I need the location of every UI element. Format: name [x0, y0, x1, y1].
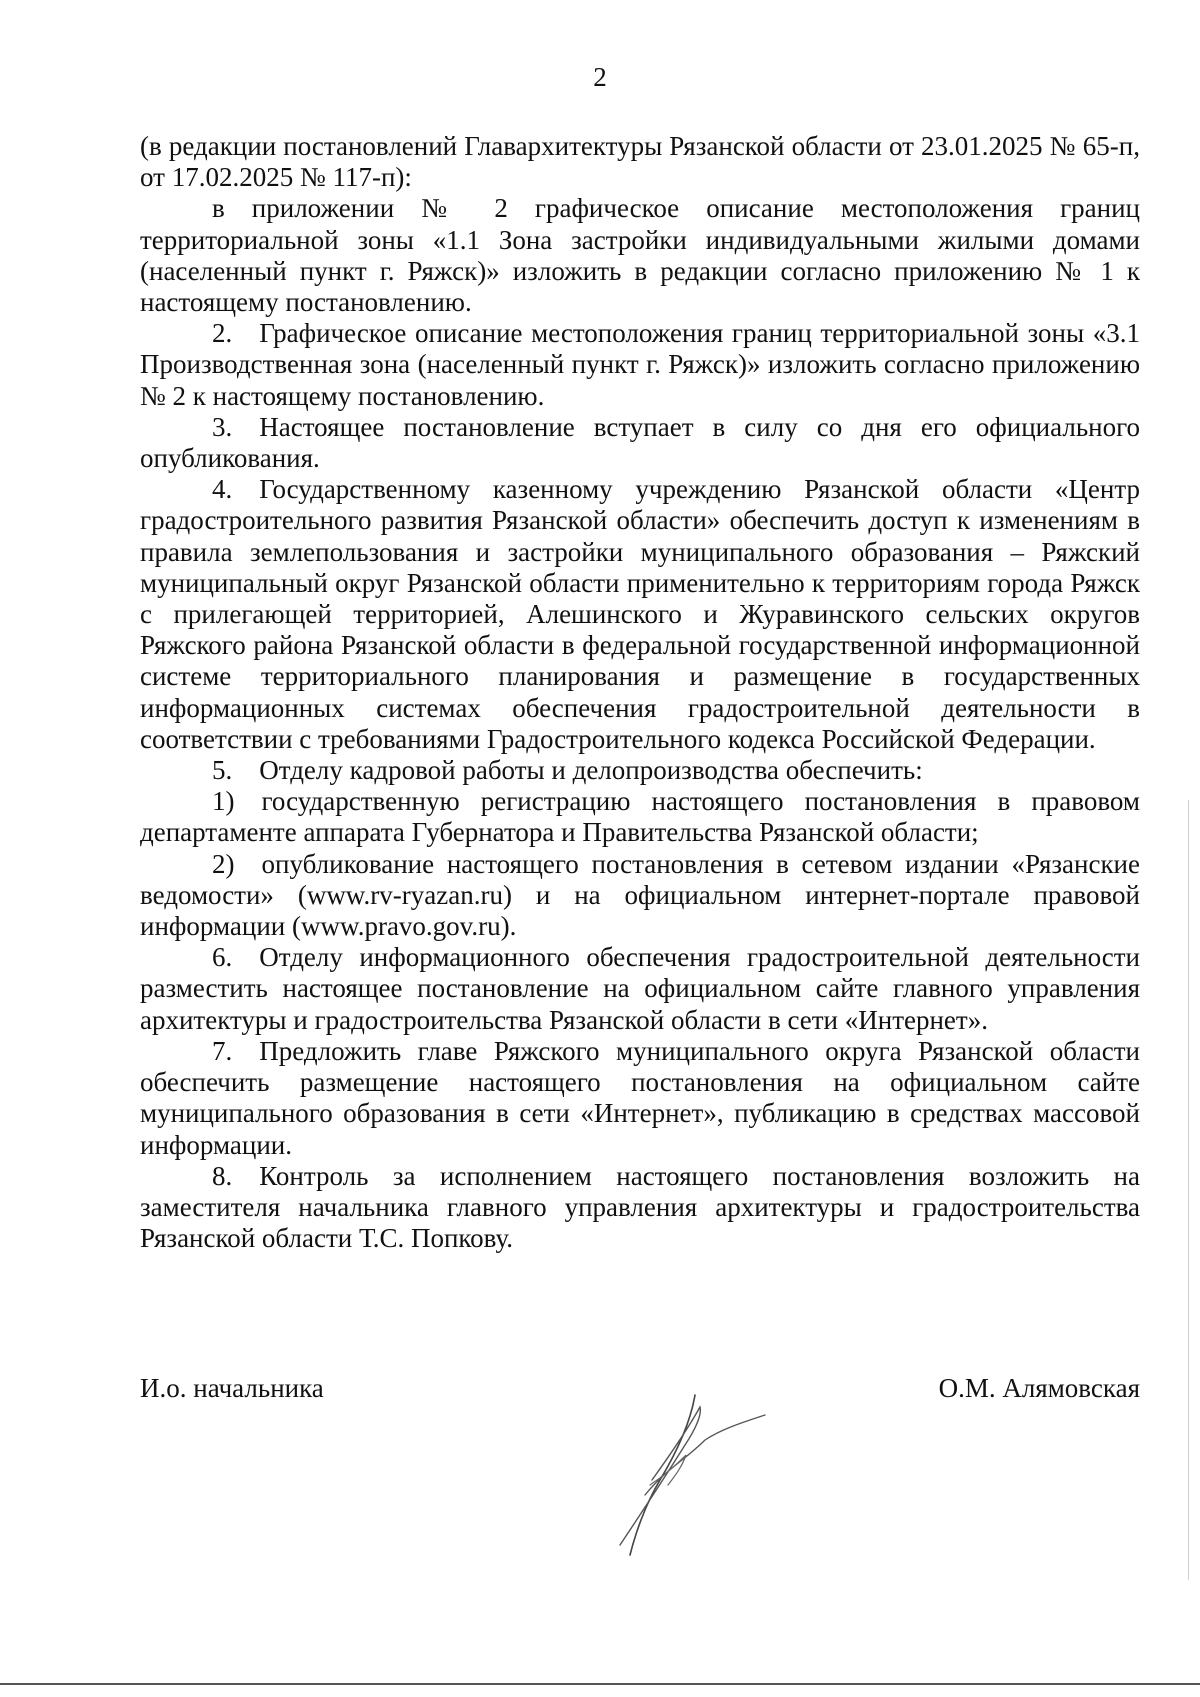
paragraph-item-4: 4. Государственному казенному учреждению Рязанской области «Центр градостроительного развития Рязанской области» обеспечить доступ к изменениям в правила землепользования и застройки муниципального образования – Ряжский муниципальный округ Рязанской области применительно к территориям города Ряжск с прилегающей территорией, Алешинского и Журавинского сельских округов Ряжского района Рязанской области в федеральной государственной информационной системе территориального планирования и размещение в государственных информационных системах обеспечения градостроительной деятельности в соответствии с требованиями Градостроительного кодекса Российской Федерации. — [140, 474, 1140, 754]
page-number: 2 — [593, 62, 607, 92]
paragraph-item-5: 5. Отделу кадровой работы и делопроизводства обеспечить: — [212, 755, 923, 786]
paragraph-item-5-2: 2) опубликование настоящего постановления в сетевом издании «Рязанские ведомости» (www.rv-ryazan.ru) и на официальном интернет-портале правовой информации (www.pravo.gov.ru). — [140, 848, 1140, 942]
signatory-position: И.о. начальника — [140, 1373, 324, 1403]
handwritten-signature — [590, 1385, 780, 1575]
document-body — [140, 131, 1140, 1254]
paragraph-item-3: 3. Настоящее постановление вступает в силу со дня его официального опубликования. — [140, 411, 1140, 474]
paragraph-item-8: 8. Контроль за исполнением настоящего постановления возложить на заместителя начальника главного управления архитектуры и градостроительства Рязанской области Т.С. Попкову. — [140, 1160, 1140, 1254]
signatory-name: О.М. Алямовская — [938, 1373, 1140, 1403]
paragraph-intro: (в редакции постановлений Главархитектуры Рязанской области от 23.01.2025 № 65-п, от 17.02.2025 № 117-п): — [140, 131, 1140, 193]
paragraph-item-2: 2. Графическое описание местоположения границ территориальной зоны «3.1 Производственная зона (населенный пункт г. Ряжск)» изложить согласно приложению № 2 к настоящему постановлению. — [140, 318, 1140, 411]
paragraph-appendix-2: в приложении № 2 графическое описание местоположения границ территориальной зоны «1.1 Зона застройки индивидуальными жилыми домами (населенный пункт г. Ряжск)» изложить в редакции согласно приложению № 1 к настоящему постановлению. — [140, 193, 1140, 318]
scan-bottom-border — [0, 1683, 1200, 1685]
paragraph-item-6: 6. Отделу информационного обеспечения градостроительной деятельности разместить настоящее постановление на официальном сайте главного управления архитектуры и градостроительства Рязанской области в сети «Интернет». — [140, 942, 1140, 1035]
paragraph-item-7: 7. Предложить главе Ряжского муниципального округа Рязанской области обеспечить размещение настоящего постановления на официальном сайте муниципального образования в сети «Интернет», публикацию в средствах массовой информации. — [140, 1035, 1140, 1160]
paragraph-item-5-1: 1) государственную регистрацию настоящего постановления в правовом департаменте аппарата Губернатора и Правительства Рязанской области; — [140, 786, 1140, 848]
scan-edge-line — [1188, 800, 1189, 1580]
